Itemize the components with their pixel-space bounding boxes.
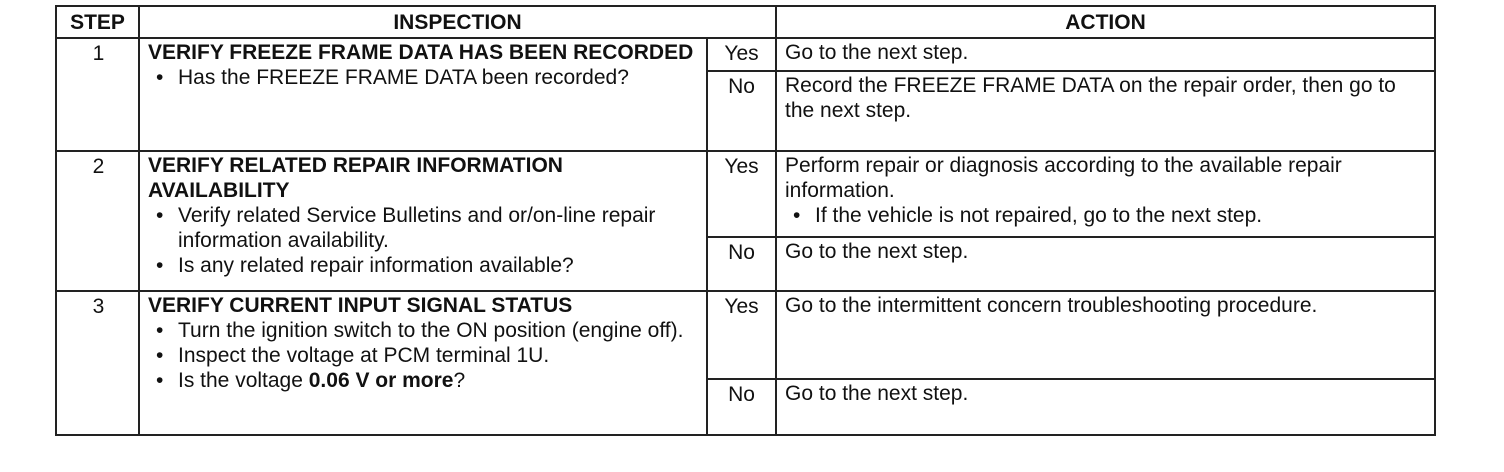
bullet-item: • Is any related repair information available? — [148, 253, 700, 278]
step-title: VERIFY FREEZE FRAME DATA HAS BEEN RECORDED — [148, 41, 694, 64]
no-action: Record the FREEZE FRAME DATA on the repair order, then go to the next step. — [776, 71, 1435, 151]
yes-action: Go to the intermittent concern troubleshooting procedure. — [776, 291, 1435, 379]
header-row — [56, 6, 1435, 38]
bullet-item: • Has the FREEZE FRAME DATA been recorded? — [148, 65, 700, 90]
header-action: ACTION — [776, 6, 1435, 38]
step-number: 3 — [56, 291, 139, 435]
yes-action-cell — [776, 151, 1435, 237]
yes-label: Yes — [707, 151, 776, 237]
bullet-text: ? — [453, 369, 466, 392]
procedure-table — [55, 5, 1436, 436]
step-number: 2 — [56, 151, 139, 291]
yes-label: Yes — [707, 291, 776, 379]
no-label: No — [707, 71, 776, 151]
inspection-bullets — [148, 318, 700, 393]
yes-label: Yes — [707, 38, 776, 71]
header-step: STEP — [56, 6, 139, 38]
no-label: No — [707, 237, 776, 291]
step-inspection — [139, 38, 707, 151]
inspection-bullets — [148, 65, 700, 90]
no-action: Go to the next step. — [776, 237, 1435, 291]
header-inspection: INSPECTION — [139, 6, 776, 38]
action-bullets — [785, 203, 1428, 228]
step-title: VERIFY CURRENT INPUT SIGNAL STATUS — [148, 294, 573, 317]
step-inspection — [139, 151, 707, 291]
voltage-threshold: 0.06 V or more — [308, 369, 454, 392]
no-action: Go to the next step. — [776, 379, 1435, 435]
yes-action: Go to the next step. — [776, 38, 1435, 71]
bullet-item: • If the vehicle is not repaired, go to the next step. — [785, 203, 1428, 228]
step-number: 1 — [56, 38, 139, 151]
no-label: No — [707, 379, 776, 435]
step-3-yes-row — [56, 291, 1435, 379]
bullet-item — [148, 368, 700, 393]
step-1-yes-row — [56, 38, 1435, 71]
step-title: VERIFY RELATED REPAIR INFORMATION AVAILABILITY — [148, 154, 563, 202]
bullet-text: Is the voltage — [178, 369, 309, 392]
yes-action: Perform repair or diagnosis according to the available repair information. — [785, 154, 1342, 202]
bullet-item: • Verify related Service Bulletins and or/on-line repair information availability. — [148, 203, 700, 253]
bullet-item: • Turn the ignition switch to the ON position (engine off). — [148, 318, 700, 343]
step-inspection — [139, 291, 707, 435]
step-2-yes-row — [56, 151, 1435, 237]
bullet-item: • Inspect the voltage at PCM terminal 1U. — [148, 343, 700, 368]
inspection-bullets — [148, 203, 700, 278]
